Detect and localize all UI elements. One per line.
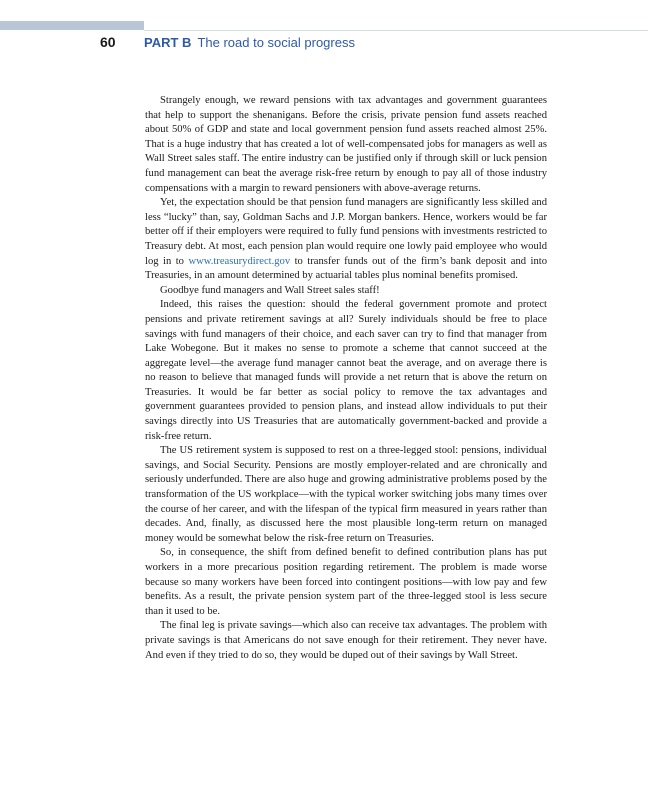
paragraph-1: Strangely enough, we reward pensions with tax advantages and government guarantees that help to support the shenanigans. Before the crisis, private pension fund assets reached about 50% of GDP and state and local government pension fund assets reached almost 25%. That is a huge industry that has created a lot of well-compensated jobs for managers as well as Wall Street sales staff. The entire industry can be justified only if through skill or luck pension fund management can beat the average risk-free return by enough to pay all of those industry compensations with a margin to reward pensioners with above-average returns. xyxy=(145,95,547,194)
header-rule xyxy=(144,30,648,31)
paragraph-5: The US retirement system is supposed to rest on a three-legged stool: pensions, individual savings, and Social Security. Pensions are mostly employer-related and are chronically and seriously underfunded. There are also huge and growing administrative problems posed by the transformation of the US workplace—with the typical worker switching jobs many times over the course of her career, and with the lifespan of the typical firm measured in years rather than decades. And, finally, as discussed here the most plausible long-term return on managed money would be somewhat below the risk-free return on Treasuries. xyxy=(145,445,547,544)
paragraph-2-text-b: to transfer funds out of the firm’s bank deposit and into Treasuries, in an amount determined by actuarial tables plus nominal benefits promised. xyxy=(145,255,548,282)
paragraph-4: Indeed, this raises the question: should the federal government promote and protect pensions and private retirement savings at all? Surely individuals should be free to place savings with fund managers of their choice, and each saver can try to find that manager from Lake Wobegone. But it makes no sense to promote a scheme that cannot succeed at the aggregate level—the average fund manager cannot beat the average, and on average there is no reason to believe that managed funds will provide a net return that is above the return on Treasuries. It would be far better as social policy to remove the tax advantages and government guarantees provided to pension plans, and instead allow individuals to put their savings directly into US Treasuries that are automatically government-backed and provide a risk-free return. xyxy=(145,299,547,442)
paragraph-7: The final leg is private savings—which also can receive tax advantages. The problem with private savings is that Americans do not save enough for their retirement. They never have. And even if they tried to do so, they would be duped out of their savings by Wall Street. xyxy=(145,620,547,661)
page-number: 60 xyxy=(100,34,116,50)
part-title: The road to social progress xyxy=(197,35,355,50)
treasurydirect-link[interactable]: www.treasurydirect.gov xyxy=(188,255,291,267)
paragraph-3: Goodbye fund managers and Wall Street sales staff! xyxy=(160,284,380,296)
body-text xyxy=(145,94,547,663)
header-accent-bar xyxy=(0,21,144,30)
part-label: PART B xyxy=(144,35,192,50)
paragraph-2-text-a: Yet, the expectation should be that pension fund managers are significantly less skilled and less “lucky” than, say, Goldman Sachs and J.P. Morgan bankers. Hence, workers would be far better off if their employers were required to fully fund pensions with investments restricted to Treasury debt. At most, each pension plan would require one lowly paid employee who would log in to xyxy=(145,197,547,267)
paragraph-2 xyxy=(145,196,547,284)
running-header xyxy=(144,35,355,50)
paragraph-6: So, in consequence, the shift from defined benefit to defined contribution plans has put workers in a more precarious position regarding retirement. The problem is made worse because so many workers have been forced into contingent positions—with low pay and few benefits. As a result, the private pension system part of the three-legged stool is less secure than it used to be. xyxy=(145,547,547,617)
